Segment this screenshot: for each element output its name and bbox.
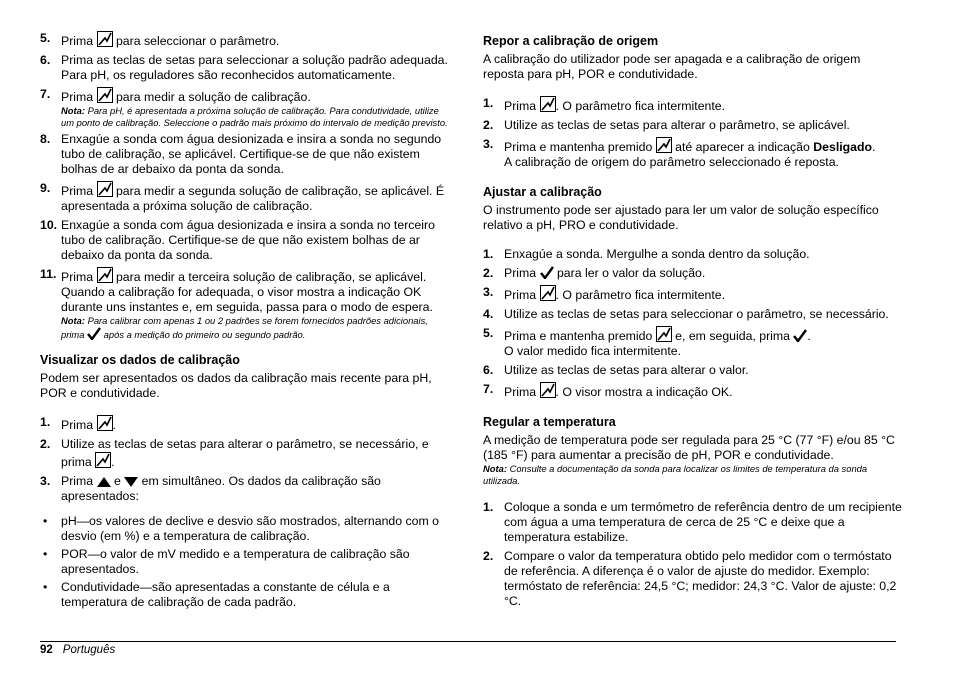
reset-step-1 (483, 96, 903, 114)
step-number: 2. (483, 118, 494, 132)
note-label: Nota: (61, 105, 85, 116)
step-number: 10. (40, 218, 58, 232)
step-text: e (113, 474, 121, 488)
note-text: Para calibrar com apenas 1 ou 2 padrões se forem fornecidos padrões adicionais, prima (61, 315, 428, 340)
step-text: Enxagúe a sonda com água desionizada e insira a sonda no segundo tubo de calibração, se aplicável. Certifique-se de que não existem bolhas de ar debaixo da ponta da sonda. (61, 132, 442, 176)
step-text: . O parâmetro fica intermitente. (555, 99, 726, 113)
step-number: 3. (483, 285, 494, 299)
view-step-1 (40, 415, 450, 433)
calibrate-icon (656, 137, 672, 153)
calibrate-icon (540, 382, 556, 398)
step-number: 4. (483, 307, 494, 321)
step-number: 3. (40, 474, 51, 488)
section-title-view-calibration: Visualizar os dados de calibração (40, 353, 240, 367)
step-text: Prima (61, 34, 94, 48)
temp-step-2 (483, 549, 903, 609)
step-7 (40, 87, 450, 128)
note-text: após a medição do primeiro ou segundo padrão. (103, 328, 306, 340)
step-number: 1. (483, 500, 494, 514)
adjust-step-5 (483, 326, 903, 359)
step-text: Prima e mantenha premido (504, 329, 653, 343)
step-number: 5. (483, 326, 494, 340)
step-text: Prima (504, 385, 537, 399)
note-label: Nota: (61, 315, 85, 326)
step-text: para medir a segunda solução de calibração, se aplicável. É apresentada a próxima solução de calibração. (61, 184, 445, 213)
calibrate-icon (97, 87, 113, 103)
calibrate-icon (97, 415, 113, 431)
calibrate-icon (97, 181, 113, 197)
left-column (40, 31, 450, 610)
adjust-step-1 (483, 247, 903, 262)
reset-step-2 (483, 118, 903, 133)
step-text: para ler o valor da solução. (556, 266, 706, 280)
step-11 (40, 267, 450, 340)
section-intro: A calibração do utilizador pode ser apagada e a calibração de origem reposta para pH, POR e condutividade. (483, 52, 861, 81)
adjust-steps (483, 247, 903, 400)
step-text: Utilize as teclas de setas para alterar o parâmetro, se necessário, e prima (61, 437, 429, 469)
step-text: Prima (61, 270, 94, 284)
step-text: Compare o valor da temperatura obtido pelo medidor com o termóstato de referência. A diferença é o valor de ajuste do medidor. Exemplo: termóstato de referência: 24,5 °C; medidor: 24,3 °C. Valor de ajuste: 0,2 °C. (504, 549, 897, 608)
language-label: Português (62, 644, 116, 656)
step-number: 3. (483, 137, 494, 151)
calibration-data-bullets (40, 514, 450, 610)
arrow-up-icon (97, 477, 111, 487)
step-text: Enxagúe a sonda com água desionizada e insira a sonda no terceiro tubo de calibração. Certifique-se de que não existem bolhas de ar debaixo da ponta da sonda. (61, 218, 435, 262)
note-text: Consulte a documentação da sonda para localizar os limites de temperatura da sonda utilizada. (483, 463, 868, 486)
step-text: Prima as teclas de setas para seleccionar a solução padrão adequada. Para pH, os reguladores são reconhecidos automaticamente. (61, 53, 448, 82)
step-number: 5. (40, 31, 51, 45)
calibration-steps-list (40, 31, 450, 340)
temperature-steps (483, 500, 903, 609)
step-text: . O parâmetro fica intermitente. (555, 288, 726, 302)
step-text: em simultâneo. Os dados da calibração são apresentados: (61, 474, 381, 503)
right-column (483, 31, 903, 609)
step-number: 9. (40, 181, 51, 195)
section-intro: O instrumento pode ser ajustado para ler um valor de solução específico relativo a pH, PRO e condutividade. (483, 203, 879, 232)
section-intro: Podem ser apresentados os dados da calibração mais recente para pH, POR e condutividade. (40, 371, 432, 400)
adjust-step-6 (483, 363, 903, 378)
arrow-down-icon (124, 477, 138, 487)
step-text: Prima (504, 266, 537, 280)
check-icon (87, 327, 101, 340)
step-text: O valor medido fica intermitente. (504, 344, 682, 358)
calibrate-icon (97, 267, 113, 283)
step-text: Utilize as teclas de setas para alterar o parâmetro, se aplicável. (504, 118, 850, 132)
step-number: 1. (483, 247, 494, 261)
step-5 (40, 31, 450, 49)
step-text: Prima (61, 90, 94, 104)
note-text: Para pH, é apresentada a próxima solução de calibração. Para condutividade, utilize um ponto de calibração. Seleccione o padrão mais próximo do intervalo de medição previsto. (61, 105, 448, 128)
adjust-step-7 (483, 382, 903, 400)
view-step-3 (40, 474, 450, 504)
step-text: e, em seguida, prima (675, 329, 790, 343)
page-number: 92 (40, 644, 53, 656)
note (61, 105, 450, 128)
section-intro: A medição de temperatura pode ser regulada para 25 °C (77 °F) e/ou 85 °C (185 °F) para aumentar a precisão de pH, POR e condutividade. (483, 433, 895, 462)
step-number: 1. (40, 415, 51, 429)
note-label: Nota: (483, 463, 507, 474)
step-9 (40, 181, 450, 214)
off-indicator-text: Desligado (813, 140, 873, 154)
view-step-2 (40, 437, 450, 470)
step-text: Prima e mantenha premido (504, 140, 653, 154)
step-text: Prima (504, 288, 537, 302)
step-number: 8. (40, 132, 51, 146)
step-text: . (872, 140, 876, 154)
calibrate-icon (656, 326, 672, 342)
bullet-orp: • POR—o valor de mV medido e a temperatura de calibração são apresentados. (40, 547, 450, 577)
calibrate-icon (540, 285, 556, 301)
check-icon (540, 266, 554, 279)
bullet-conductivity: • Condutividade—são apresentadas a constante de célula e a temperatura de calibração de cada padrão. (40, 580, 450, 610)
reset-step-3 (483, 137, 903, 170)
calibrate-icon (95, 452, 111, 468)
step-8 (40, 132, 450, 177)
section-title-adjust-calibration: Ajustar a calibração (483, 185, 602, 199)
step-number: 7. (40, 87, 51, 101)
step-text: Enxagúe a sonda. Mergulhe a sonda dentro da solução. (504, 247, 810, 261)
adjust-step-4 (483, 307, 903, 322)
calibrate-icon (97, 31, 113, 47)
note (483, 463, 903, 486)
step-number: 2. (483, 266, 494, 280)
step-number: 6. (483, 363, 494, 377)
step-text: . (112, 418, 116, 432)
step-text: . (111, 455, 115, 469)
section-title-reset-calibration: Repor a calibração de origem (483, 34, 659, 48)
section-title-temperature: Regular a temperatura (483, 415, 616, 429)
note (61, 315, 450, 340)
step-text: para medir a solução de calibração. (115, 90, 311, 104)
check-icon (793, 329, 807, 342)
step-number: 6. (40, 53, 51, 67)
step-text: para seleccionar o parâmetro. (115, 34, 280, 48)
step-text: Prima (61, 474, 94, 488)
step-10 (40, 218, 450, 263)
adjust-step-2 (483, 266, 903, 281)
step-number: 2. (40, 437, 51, 451)
step-number: 7. (483, 382, 494, 396)
step-number: 2. (483, 549, 494, 563)
step-text: A calibração de origem do parâmetro seleccionado é reposta. (504, 155, 839, 169)
step-number: 11. (40, 267, 57, 281)
step-number: 1. (483, 96, 494, 110)
step-text: . O visor mostra a indicação OK. (555, 385, 733, 399)
temp-step-1 (483, 500, 903, 545)
footer-divider (40, 641, 896, 642)
step-text: para medir a terceira solução de calibração, se aplicável. Quando a calibração for adequada, o visor mostra a indicação OK durante uns instantes e, em seguida, passa para o modo de espera. (61, 270, 433, 314)
step-text: até aparecer a indicação (675, 140, 810, 154)
view-calibration-steps (40, 415, 450, 504)
step-text: Utilize as teclas de setas para seleccionar o parâmetro, se necessário. (504, 307, 889, 321)
step-text: Coloque a sonda e um termómetro de referência dentro de um recipiente com água a uma temperatura de cerca de 25 °C e deixe que a temperatura estabilize. (504, 500, 902, 544)
calibrate-icon (540, 96, 556, 112)
footer (40, 643, 115, 658)
step-text: . (807, 329, 811, 343)
step-text: Prima (61, 184, 94, 198)
adjust-step-3 (483, 285, 903, 303)
reset-steps (483, 96, 903, 170)
bullet-ph: • pH—os valores de declive e desvio são mostrados, alternando com o desvio (em %) e a temperatura de calibração. (40, 514, 450, 544)
step-text: Prima (61, 418, 94, 432)
step-text: Utilize as teclas de setas para alterar o valor. (504, 363, 749, 377)
step-text: Prima (504, 99, 537, 113)
step-6 (40, 53, 450, 83)
